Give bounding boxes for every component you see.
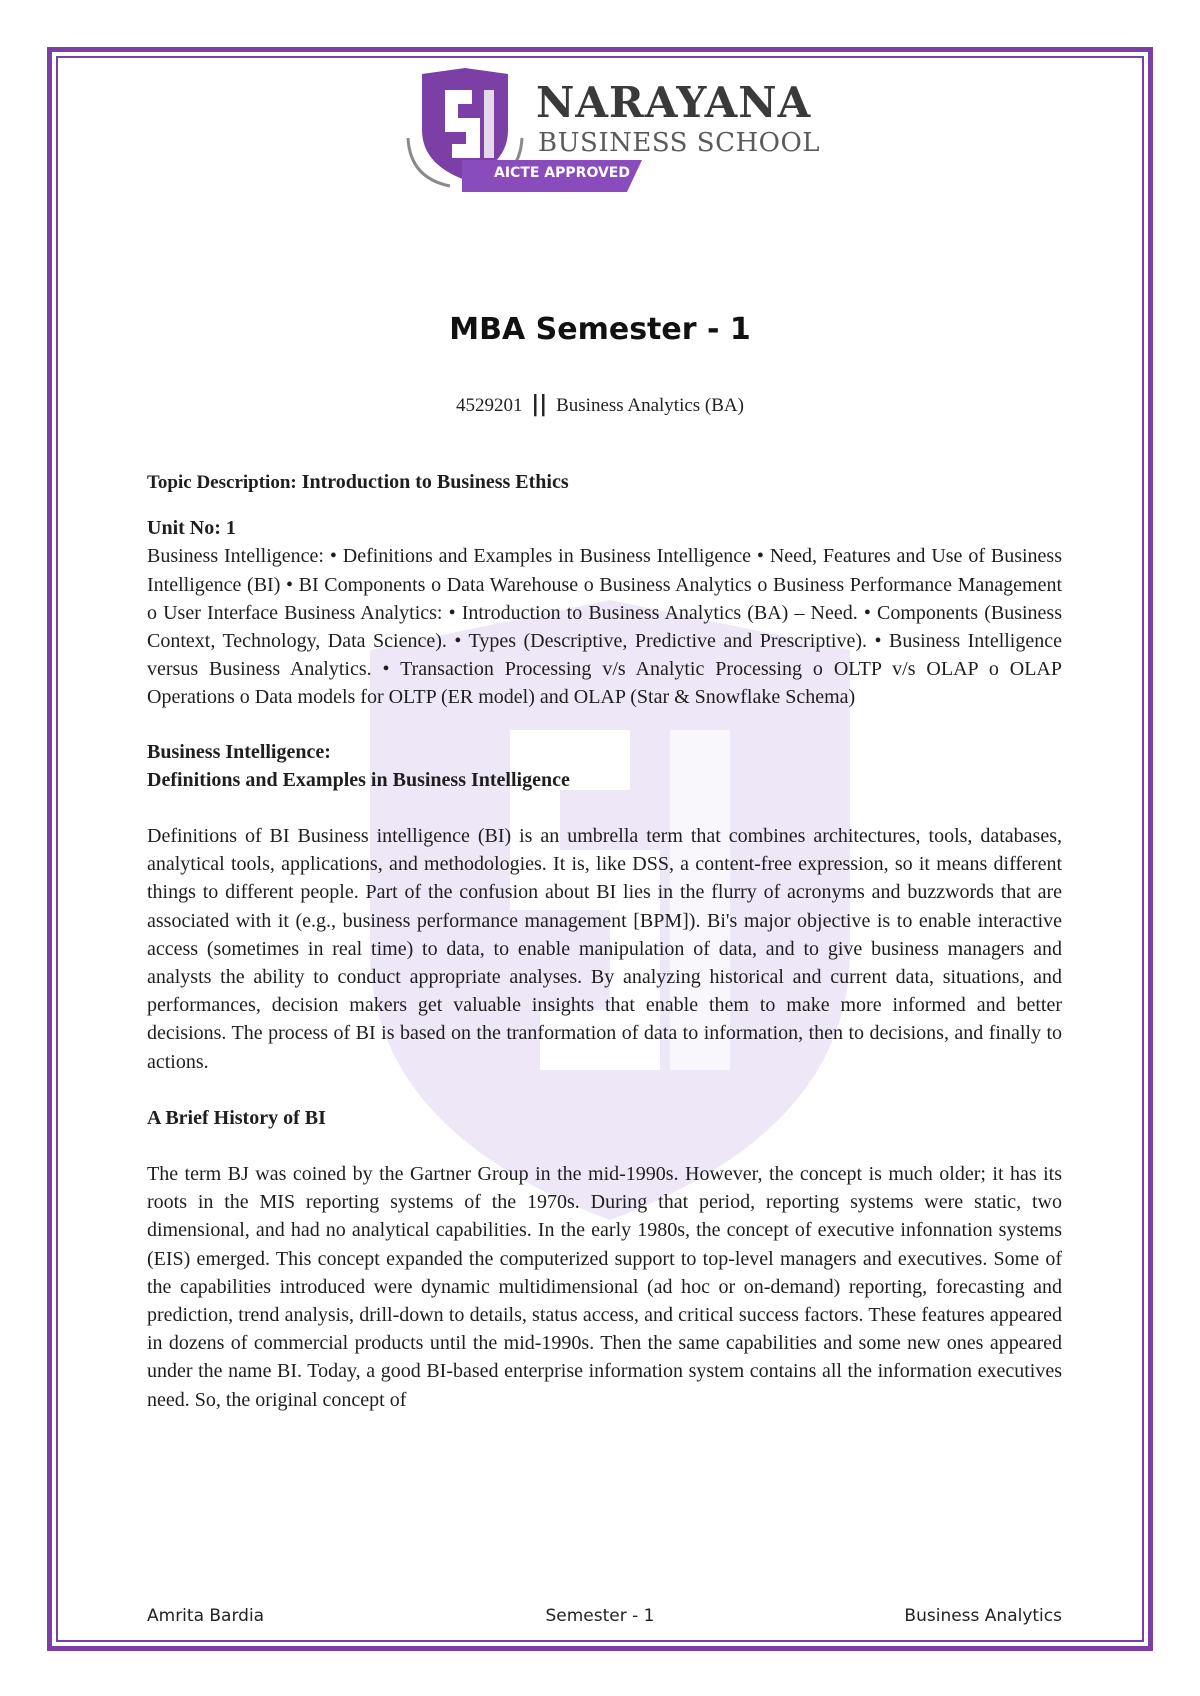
unit-heading: Unit No: 1 <box>147 517 236 540</box>
footer-semester: Semester - 1 <box>545 1606 655 1626</box>
aicte-badge-text: AICTE APPROVED <box>494 165 630 181</box>
history-body: The term BJ was coined by the Gartner Group in the mid-1990s. However, the concept is much older; it has its roots in the MIS reporting systems of the 1970s. During that period, reporting systems were static, two dimensional, and had no analytical capabilities. In the early 1980s, the concept of executive infonnation systems (EIS) emerged. This concept expanded the computerized support to top-level managers and executives. Some of the capabilities introduced were dynamic multidimensional (ad hoc or on-demand) reporting, forecasting and prediction, trend analysis, drill-down to details, status access, and critical success factors. These features appeared in dozens of commercial products until the mid-1990s. Then the same capabilities and some new ones appeared under the name BI. Today, a good BI-based enterprise information system contains all the information executives need. So, the original concept of <box>147 1163 1062 1411</box>
course-name: Business Analytics (BA) <box>556 395 744 416</box>
school-logo <box>400 68 820 196</box>
course-separator: || <box>531 392 548 417</box>
bi-subheading: Definitions and Examples in Business Intelligence <box>147 768 570 791</box>
logo-subtitle: BUSINESS SCHOOL <box>538 128 821 158</box>
document-body <box>147 468 1062 1414</box>
footer-author: Amrita Bardia <box>147 1606 265 1626</box>
bi-heading: Business Intelligence: <box>147 740 331 763</box>
unit-body: Business Intelligence: • Definitions and Examples in Business Intelligence • Need, Features and Use of Business Intelligence (BI) • BI Components o Data Warehouse o Business Analytics o Business Performance Management o User Interface Business Analytics: • Introduction to Business Analytics (BA) – Need. • Components (Business Context, Technology, Data Science). • Types (Descriptive, Predictive and Prescriptive). • Business Intelligence versus Business Analytics. • Transaction Processing v/s Analytic Processing o OLTP v/s OLAP o OLAP Operations o Data models for OLTP (ER model) and OLAP (Star & Snowflake Schema) <box>147 545 1062 709</box>
course-line <box>0 392 1200 417</box>
logo-name: NARAYANA <box>536 78 812 127</box>
history-heading: A Brief History of BI <box>147 1106 326 1129</box>
topic-value: Introduction to Business Ethics <box>301 471 569 493</box>
page-title: MBA Semester - 1 <box>449 312 751 347</box>
topic-label: Topic Description: <box>147 472 297 493</box>
footer-subject: Business Analytics <box>904 1606 1062 1626</box>
bi-body: Definitions of BI Business intelligence (BI) is an umbrella term that combines architectures, tools, databases, analytical tools, applications, and methodologies. It is, like DSS, a content-free expression, so it means different things to different people. Part of the confusion about BI lies in the flurry of acronyms and buzzwords that are associated with it (e.g., business performance management [BPM]). Bi's major objective is to enable interactive access (sometimes in real time) to data, to enable manipulation of data, and to give business managers and analysts the ability to conduct appropriate analyses. By analyzing historical and current data, situations, and performances, decision makers get valuable insights that enable them to make more informed and better decisions. The process of BI is based on the tranformation of data to information, then to decisions, and finally to actions. <box>147 825 1062 1073</box>
topic-description <box>147 468 1062 497</box>
course-code: 4529201 <box>456 395 523 416</box>
